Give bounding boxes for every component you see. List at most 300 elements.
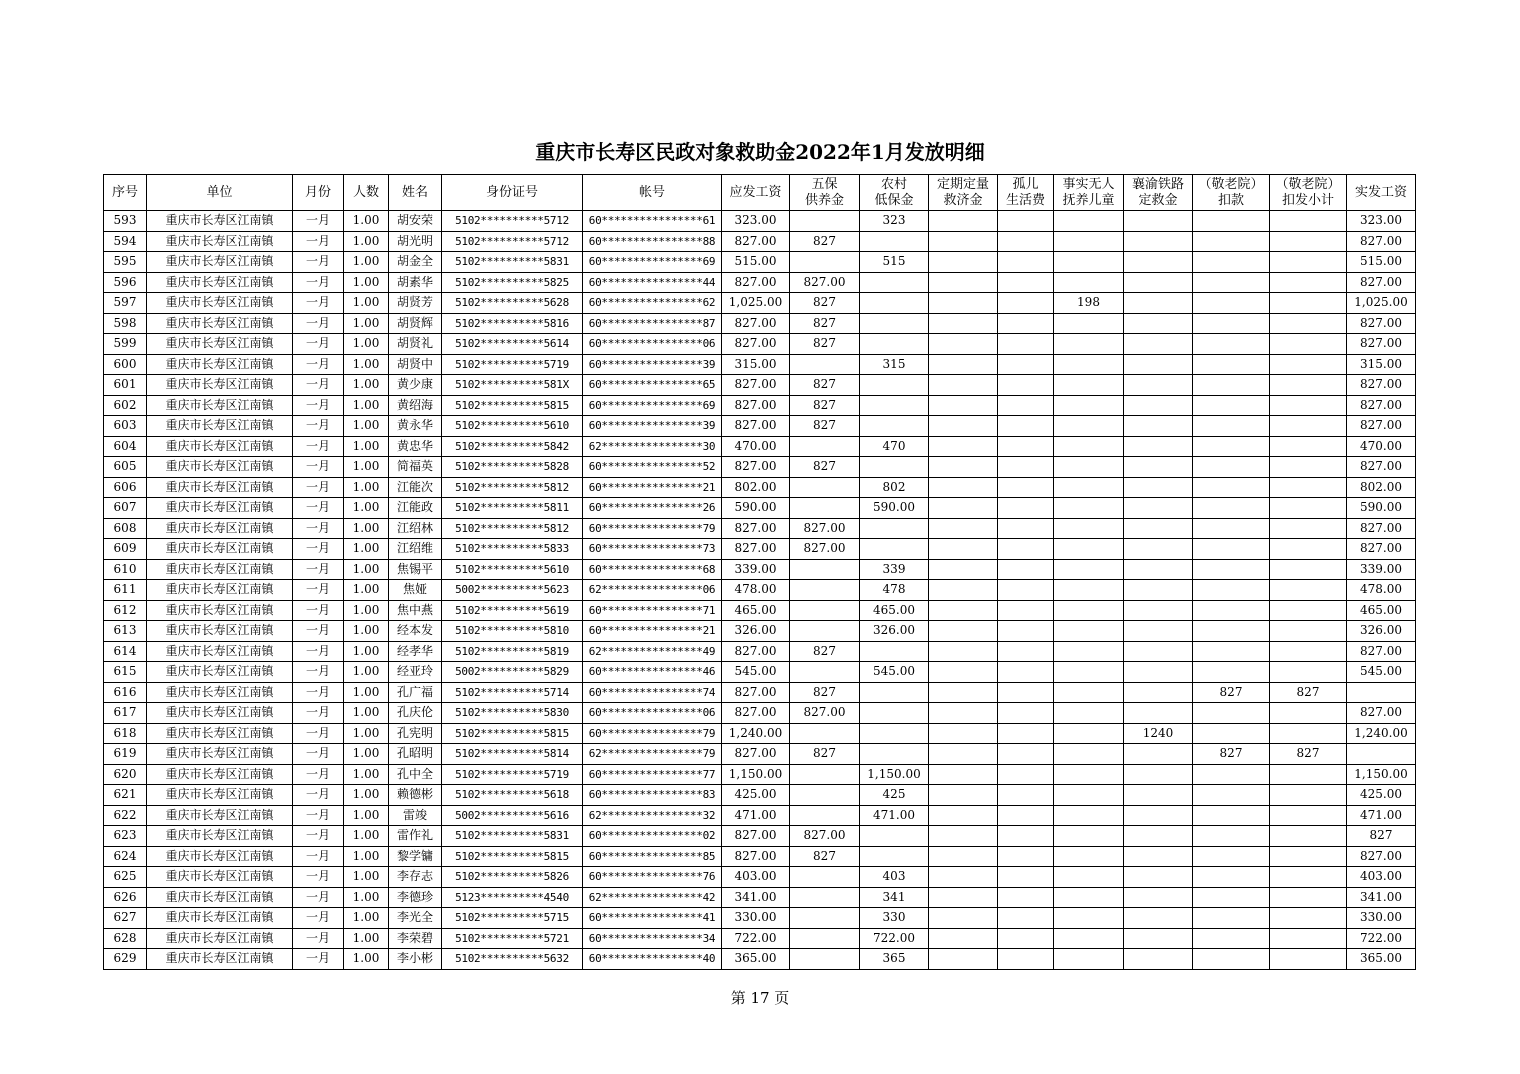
cell-regular-relief [929, 908, 998, 929]
cell-name: 江绍林 [389, 518, 442, 539]
table-row [104, 559, 1416, 580]
cell-name: 孔中全 [389, 764, 442, 785]
cell-serial-no: 593 [104, 211, 147, 232]
cell-serial-no: 599 [104, 334, 147, 355]
cell-rural-dibao [860, 375, 929, 396]
cell-headcount: 1.00 [344, 498, 389, 519]
cell-gross-pay: 722.00 [722, 928, 790, 949]
cell-headcount: 1.00 [344, 375, 389, 396]
cell-orphan-living [998, 457, 1054, 478]
cell-net-pay: 827 [1347, 826, 1416, 847]
cell-gross-pay: 827.00 [722, 457, 790, 478]
cell-xiangyu-railway-relief [1124, 949, 1193, 970]
cell-orphan-living [998, 867, 1054, 888]
cell-nursing-home-deduction [1193, 395, 1270, 416]
cell-de-facto-unattended-child [1054, 805, 1124, 826]
cell-serial-no: 602 [104, 395, 147, 416]
cell-unit: 重庆市长寿区江南镇 [147, 908, 293, 929]
cell-net-pay: 827.00 [1347, 272, 1416, 293]
cell-account-number: 60****************88 [583, 231, 722, 252]
cell-rural-dibao: 722.00 [860, 928, 929, 949]
cell-account-number: 60****************79 [583, 518, 722, 539]
cell-headcount: 1.00 [344, 887, 389, 908]
cell-orphan-living [998, 231, 1054, 252]
cell-month: 一月 [293, 887, 344, 908]
cell-regular-relief [929, 272, 998, 293]
cell-name: 李小彬 [389, 949, 442, 970]
cell-wubao-support: 827 [790, 334, 860, 355]
cell-rural-dibao [860, 457, 929, 478]
cell-wubao-support [790, 436, 860, 457]
cell-de-facto-unattended-child [1054, 436, 1124, 457]
cell-name: 胡贤芳 [389, 293, 442, 314]
cell-account-number: 60****************79 [583, 723, 722, 744]
cell-id-number: 5102**********5715 [442, 908, 583, 929]
cell-orphan-living [998, 826, 1054, 847]
cell-orphan-living [998, 498, 1054, 519]
cell-id-number: 5002**********5829 [442, 662, 583, 683]
cell-name: 孔宪明 [389, 723, 442, 744]
cell-gross-pay: 515.00 [722, 252, 790, 273]
cell-net-pay: 827.00 [1347, 457, 1416, 478]
cell-serial-no: 614 [104, 641, 147, 662]
cell-headcount: 1.00 [344, 826, 389, 847]
cell-xiangyu-railway-relief [1124, 231, 1193, 252]
cell-nursing-home-withheld-subtotal [1270, 313, 1347, 334]
cell-unit: 重庆市长寿区江南镇 [147, 272, 293, 293]
cell-serial-no: 627 [104, 908, 147, 929]
cell-xiangyu-railway-relief [1124, 682, 1193, 703]
cell-nursing-home-deduction: 827 [1193, 682, 1270, 703]
header-regular-relief: 定期定量 救济金 [929, 175, 998, 211]
table-row [104, 662, 1416, 683]
cell-orphan-living [998, 682, 1054, 703]
cell-gross-pay: 827.00 [722, 744, 790, 765]
cell-de-facto-unattended-child [1054, 252, 1124, 273]
cell-headcount: 1.00 [344, 805, 389, 826]
table-row [104, 580, 1416, 601]
table-row [104, 703, 1416, 724]
cell-net-pay: 339.00 [1347, 559, 1416, 580]
table-row [104, 457, 1416, 478]
cell-gross-pay: 470.00 [722, 436, 790, 457]
cell-nursing-home-deduction: 827 [1193, 744, 1270, 765]
cell-nursing-home-withheld-subtotal [1270, 887, 1347, 908]
cell-nursing-home-withheld-subtotal [1270, 354, 1347, 375]
cell-gross-pay: 1,025.00 [722, 293, 790, 314]
cell-wubao-support: 827 [790, 846, 860, 867]
cell-net-pay: 515.00 [1347, 252, 1416, 273]
cell-month: 一月 [293, 744, 344, 765]
cell-net-pay: 590.00 [1347, 498, 1416, 519]
cell-xiangyu-railway-relief [1124, 846, 1193, 867]
cell-headcount: 1.00 [344, 703, 389, 724]
cell-serial-no: 618 [104, 723, 147, 744]
cell-net-pay: 827.00 [1347, 375, 1416, 396]
cell-de-facto-unattended-child [1054, 621, 1124, 642]
cell-nursing-home-deduction [1193, 621, 1270, 642]
cell-unit: 重庆市长寿区江南镇 [147, 744, 293, 765]
cell-id-number: 5102**********5826 [442, 867, 583, 888]
cell-rural-dibao: 341 [860, 887, 929, 908]
cell-gross-pay: 827.00 [722, 272, 790, 293]
cell-id-number: 5102**********5618 [442, 785, 583, 806]
cell-name: 黄少康 [389, 375, 442, 396]
cell-id-number: 5102**********5719 [442, 764, 583, 785]
cell-nursing-home-deduction [1193, 887, 1270, 908]
cell-month: 一月 [293, 600, 344, 621]
cell-nursing-home-deduction [1193, 539, 1270, 560]
cell-nursing-home-withheld-subtotal [1270, 231, 1347, 252]
cell-wubao-support [790, 867, 860, 888]
cell-id-number: 5102**********5828 [442, 457, 583, 478]
cell-net-pay: 802.00 [1347, 477, 1416, 498]
cell-serial-no: 598 [104, 313, 147, 334]
header-serial-no: 序号 [104, 175, 147, 211]
cell-wubao-support: 827 [790, 375, 860, 396]
cell-account-number: 60****************85 [583, 846, 722, 867]
cell-wubao-support: 827 [790, 395, 860, 416]
cell-serial-no: 609 [104, 539, 147, 560]
cell-nursing-home-withheld-subtotal [1270, 641, 1347, 662]
cell-rural-dibao: 326.00 [860, 621, 929, 642]
cell-de-facto-unattended-child [1054, 682, 1124, 703]
cell-orphan-living [998, 928, 1054, 949]
cell-wubao-support [790, 887, 860, 908]
table-header-row [104, 175, 1416, 211]
table-row [104, 723, 1416, 744]
cell-month: 一月 [293, 375, 344, 396]
cell-gross-pay: 827.00 [722, 313, 790, 334]
cell-orphan-living [998, 539, 1054, 560]
cell-regular-relief [929, 662, 998, 683]
cell-orphan-living [998, 313, 1054, 334]
cell-nursing-home-withheld-subtotal [1270, 211, 1347, 232]
cell-rural-dibao [860, 826, 929, 847]
cell-gross-pay: 827.00 [722, 682, 790, 703]
cell-wubao-support [790, 600, 860, 621]
cell-serial-no: 594 [104, 231, 147, 252]
cell-headcount: 1.00 [344, 928, 389, 949]
cell-month: 一月 [293, 354, 344, 375]
cell-de-facto-unattended-child [1054, 334, 1124, 355]
cell-nursing-home-withheld-subtotal [1270, 703, 1347, 724]
cell-id-number: 5102**********5614 [442, 334, 583, 355]
cell-nursing-home-withheld-subtotal [1270, 334, 1347, 355]
cell-rural-dibao [860, 539, 929, 560]
cell-unit: 重庆市长寿区江南镇 [147, 477, 293, 498]
cell-gross-pay: 827.00 [722, 518, 790, 539]
cell-month: 一月 [293, 846, 344, 867]
cell-regular-relief [929, 723, 998, 744]
cell-month: 一月 [293, 764, 344, 785]
cell-name: 李德珍 [389, 887, 442, 908]
cell-de-facto-unattended-child [1054, 949, 1124, 970]
cell-unit: 重庆市长寿区江南镇 [147, 354, 293, 375]
cell-id-number: 5102**********5610 [442, 416, 583, 437]
cell-unit: 重庆市长寿区江南镇 [147, 805, 293, 826]
cell-name: 焦中燕 [389, 600, 442, 621]
cell-wubao-support [790, 949, 860, 970]
table-row [104, 744, 1416, 765]
cell-regular-relief [929, 477, 998, 498]
cell-id-number: 5102**********5812 [442, 477, 583, 498]
cell-regular-relief [929, 375, 998, 396]
cell-headcount: 1.00 [344, 785, 389, 806]
cell-rural-dibao: 515 [860, 252, 929, 273]
cell-name: 江能次 [389, 477, 442, 498]
cell-rural-dibao [860, 272, 929, 293]
cell-id-number: 5102**********5714 [442, 682, 583, 703]
cell-xiangyu-railway-relief [1124, 580, 1193, 601]
cell-unit: 重庆市长寿区江南镇 [147, 723, 293, 744]
cell-net-pay: 478.00 [1347, 580, 1416, 601]
cell-orphan-living [998, 846, 1054, 867]
cell-net-pay: 827.00 [1347, 641, 1416, 662]
cell-account-number: 60****************39 [583, 354, 722, 375]
cell-de-facto-unattended-child [1054, 785, 1124, 806]
cell-headcount: 1.00 [344, 518, 389, 539]
cell-nursing-home-deduction [1193, 826, 1270, 847]
cell-regular-relief [929, 744, 998, 765]
cell-rural-dibao [860, 334, 929, 355]
cell-gross-pay: 802.00 [722, 477, 790, 498]
cell-wubao-support [790, 559, 860, 580]
cell-month: 一月 [293, 928, 344, 949]
cell-xiangyu-railway-relief [1124, 641, 1193, 662]
cell-xiangyu-railway-relief [1124, 621, 1193, 642]
cell-nursing-home-withheld-subtotal [1270, 621, 1347, 642]
table-row [104, 334, 1416, 355]
cell-gross-pay: 478.00 [722, 580, 790, 601]
cell-net-pay: 827.00 [1347, 416, 1416, 437]
cell-orphan-living [998, 949, 1054, 970]
cell-nursing-home-withheld-subtotal [1270, 436, 1347, 457]
cell-id-number: 5102**********5619 [442, 600, 583, 621]
cell-orphan-living [998, 375, 1054, 396]
cell-net-pay: 365.00 [1347, 949, 1416, 970]
cell-rural-dibao: 1,150.00 [860, 764, 929, 785]
cell-rural-dibao [860, 682, 929, 703]
cell-serial-no: 622 [104, 805, 147, 826]
cell-id-number: 5102**********5831 [442, 252, 583, 273]
cell-regular-relief [929, 580, 998, 601]
cell-unit: 重庆市长寿区江南镇 [147, 580, 293, 601]
cell-de-facto-unattended-child [1054, 928, 1124, 949]
cell-id-number: 5102**********5815 [442, 723, 583, 744]
cell-orphan-living [998, 805, 1054, 826]
cell-name: 黄永华 [389, 416, 442, 437]
cell-xiangyu-railway-relief [1124, 211, 1193, 232]
cell-headcount: 1.00 [344, 641, 389, 662]
cell-regular-relief [929, 436, 998, 457]
cell-regular-relief [929, 887, 998, 908]
cell-gross-pay: 590.00 [722, 498, 790, 519]
cell-xiangyu-railway-relief [1124, 293, 1193, 314]
cell-account-number: 60****************34 [583, 928, 722, 949]
cell-id-number: 5123**********4540 [442, 887, 583, 908]
cell-de-facto-unattended-child [1054, 395, 1124, 416]
cell-rural-dibao [860, 293, 929, 314]
cell-wubao-support [790, 621, 860, 642]
cell-serial-no: 603 [104, 416, 147, 437]
cell-wubao-support: 827 [790, 313, 860, 334]
cell-account-number: 60****************02 [583, 826, 722, 847]
cell-serial-no: 595 [104, 252, 147, 273]
cell-orphan-living [998, 293, 1054, 314]
cell-xiangyu-railway-relief [1124, 354, 1193, 375]
cell-name: 李光全 [389, 908, 442, 929]
cell-id-number: 5102**********5814 [442, 744, 583, 765]
cell-unit: 重庆市长寿区江南镇 [147, 600, 293, 621]
cell-rural-dibao: 425 [860, 785, 929, 806]
cell-serial-no: 612 [104, 600, 147, 621]
cell-name: 经孝华 [389, 641, 442, 662]
cell-id-number: 5102**********5712 [442, 231, 583, 252]
cell-account-number: 60****************06 [583, 334, 722, 355]
cell-unit: 重庆市长寿区江南镇 [147, 498, 293, 519]
cell-de-facto-unattended-child [1054, 703, 1124, 724]
table-row [104, 621, 1416, 642]
cell-net-pay: 330.00 [1347, 908, 1416, 929]
cell-regular-relief [929, 805, 998, 826]
cell-regular-relief [929, 518, 998, 539]
cell-rural-dibao: 315 [860, 354, 929, 375]
cell-rural-dibao [860, 395, 929, 416]
cell-wubao-support: 827 [790, 457, 860, 478]
cell-wubao-support [790, 928, 860, 949]
cell-net-pay: 403.00 [1347, 867, 1416, 888]
cell-gross-pay: 1,150.00 [722, 764, 790, 785]
cell-month: 一月 [293, 723, 344, 744]
cell-xiangyu-railway-relief [1124, 375, 1193, 396]
cell-serial-no: 605 [104, 457, 147, 478]
cell-rural-dibao: 802 [860, 477, 929, 498]
cell-de-facto-unattended-child [1054, 744, 1124, 765]
cell-rural-dibao: 470 [860, 436, 929, 457]
cell-gross-pay: 323.00 [722, 211, 790, 232]
cell-nursing-home-withheld-subtotal [1270, 928, 1347, 949]
cell-regular-relief [929, 703, 998, 724]
cell-orphan-living [998, 436, 1054, 457]
cell-nursing-home-withheld-subtotal [1270, 272, 1347, 293]
cell-nursing-home-deduction [1193, 416, 1270, 437]
cell-unit: 重庆市长寿区江南镇 [147, 887, 293, 908]
cell-month: 一月 [293, 436, 344, 457]
cell-nursing-home-deduction [1193, 662, 1270, 683]
cell-month: 一月 [293, 293, 344, 314]
cell-xiangyu-railway-relief [1124, 928, 1193, 949]
cell-de-facto-unattended-child [1054, 354, 1124, 375]
cell-name: 赖德彬 [389, 785, 442, 806]
cell-orphan-living [998, 518, 1054, 539]
cell-id-number: 5102**********5830 [442, 703, 583, 724]
cell-net-pay: 827.00 [1347, 231, 1416, 252]
cell-headcount: 1.00 [344, 436, 389, 457]
cell-orphan-living [998, 272, 1054, 293]
header-id-number: 身份证号 [442, 175, 583, 211]
cell-headcount: 1.00 [344, 867, 389, 888]
cell-gross-pay: 403.00 [722, 867, 790, 888]
cell-wubao-support: 827.00 [790, 826, 860, 847]
cell-unit: 重庆市长寿区江南镇 [147, 928, 293, 949]
cell-nursing-home-withheld-subtotal [1270, 477, 1347, 498]
cell-nursing-home-deduction [1193, 785, 1270, 806]
table-row [104, 928, 1416, 949]
cell-rural-dibao [860, 846, 929, 867]
cell-id-number: 5102**********5628 [442, 293, 583, 314]
cell-net-pay: 827.00 [1347, 846, 1416, 867]
cell-nursing-home-deduction [1193, 867, 1270, 888]
cell-regular-relief [929, 641, 998, 662]
cell-regular-relief [929, 846, 998, 867]
cell-wubao-support [790, 252, 860, 273]
cell-wubao-support [790, 662, 860, 683]
cell-rural-dibao: 323 [860, 211, 929, 232]
cell-wubao-support [790, 477, 860, 498]
cell-nursing-home-withheld-subtotal [1270, 723, 1347, 744]
cell-serial-no: 615 [104, 662, 147, 683]
cell-orphan-living [998, 703, 1054, 724]
cell-nursing-home-deduction [1193, 272, 1270, 293]
cell-net-pay: 827.00 [1347, 539, 1416, 560]
cell-nursing-home-withheld-subtotal [1270, 949, 1347, 970]
cell-id-number: 5102**********5811 [442, 498, 583, 519]
cell-net-pay: 470.00 [1347, 436, 1416, 457]
cell-name: 孔庆伦 [389, 703, 442, 724]
cell-serial-no: 596 [104, 272, 147, 293]
cell-de-facto-unattended-child [1054, 539, 1124, 560]
cell-name: 黎学镛 [389, 846, 442, 867]
cell-nursing-home-withheld-subtotal: 827 [1270, 682, 1347, 703]
cell-serial-no: 625 [104, 867, 147, 888]
cell-gross-pay: 827.00 [722, 703, 790, 724]
cell-account-number: 62****************06 [583, 580, 722, 601]
cell-de-facto-unattended-child [1054, 867, 1124, 888]
cell-month: 一月 [293, 518, 344, 539]
cell-unit: 重庆市长寿区江南镇 [147, 416, 293, 437]
cell-headcount: 1.00 [344, 334, 389, 355]
cell-id-number: 5102**********5816 [442, 313, 583, 334]
cell-headcount: 1.00 [344, 416, 389, 437]
cell-wubao-support [790, 498, 860, 519]
cell-gross-pay: 339.00 [722, 559, 790, 580]
cell-unit: 重庆市长寿区江南镇 [147, 457, 293, 478]
cell-rural-dibao: 471.00 [860, 805, 929, 826]
cell-regular-relief [929, 682, 998, 703]
cell-de-facto-unattended-child [1054, 416, 1124, 437]
cell-headcount: 1.00 [344, 600, 389, 621]
cell-de-facto-unattended-child [1054, 662, 1124, 683]
cell-account-number: 60****************65 [583, 375, 722, 396]
cell-month: 一月 [293, 416, 344, 437]
cell-headcount: 1.00 [344, 764, 389, 785]
cell-orphan-living [998, 908, 1054, 929]
cell-wubao-support: 827.00 [790, 272, 860, 293]
cell-nursing-home-deduction [1193, 457, 1270, 478]
cell-regular-relief [929, 457, 998, 478]
table-row [104, 416, 1416, 437]
cell-account-number: 60****************62 [583, 293, 722, 314]
cell-headcount: 1.00 [344, 559, 389, 580]
cell-headcount: 1.00 [344, 744, 389, 765]
cell-regular-relief [929, 498, 998, 519]
cell-xiangyu-railway-relief [1124, 826, 1193, 847]
cell-net-pay: 315.00 [1347, 354, 1416, 375]
cell-headcount: 1.00 [344, 949, 389, 970]
cell-name: 江绍维 [389, 539, 442, 560]
cell-nursing-home-deduction [1193, 928, 1270, 949]
